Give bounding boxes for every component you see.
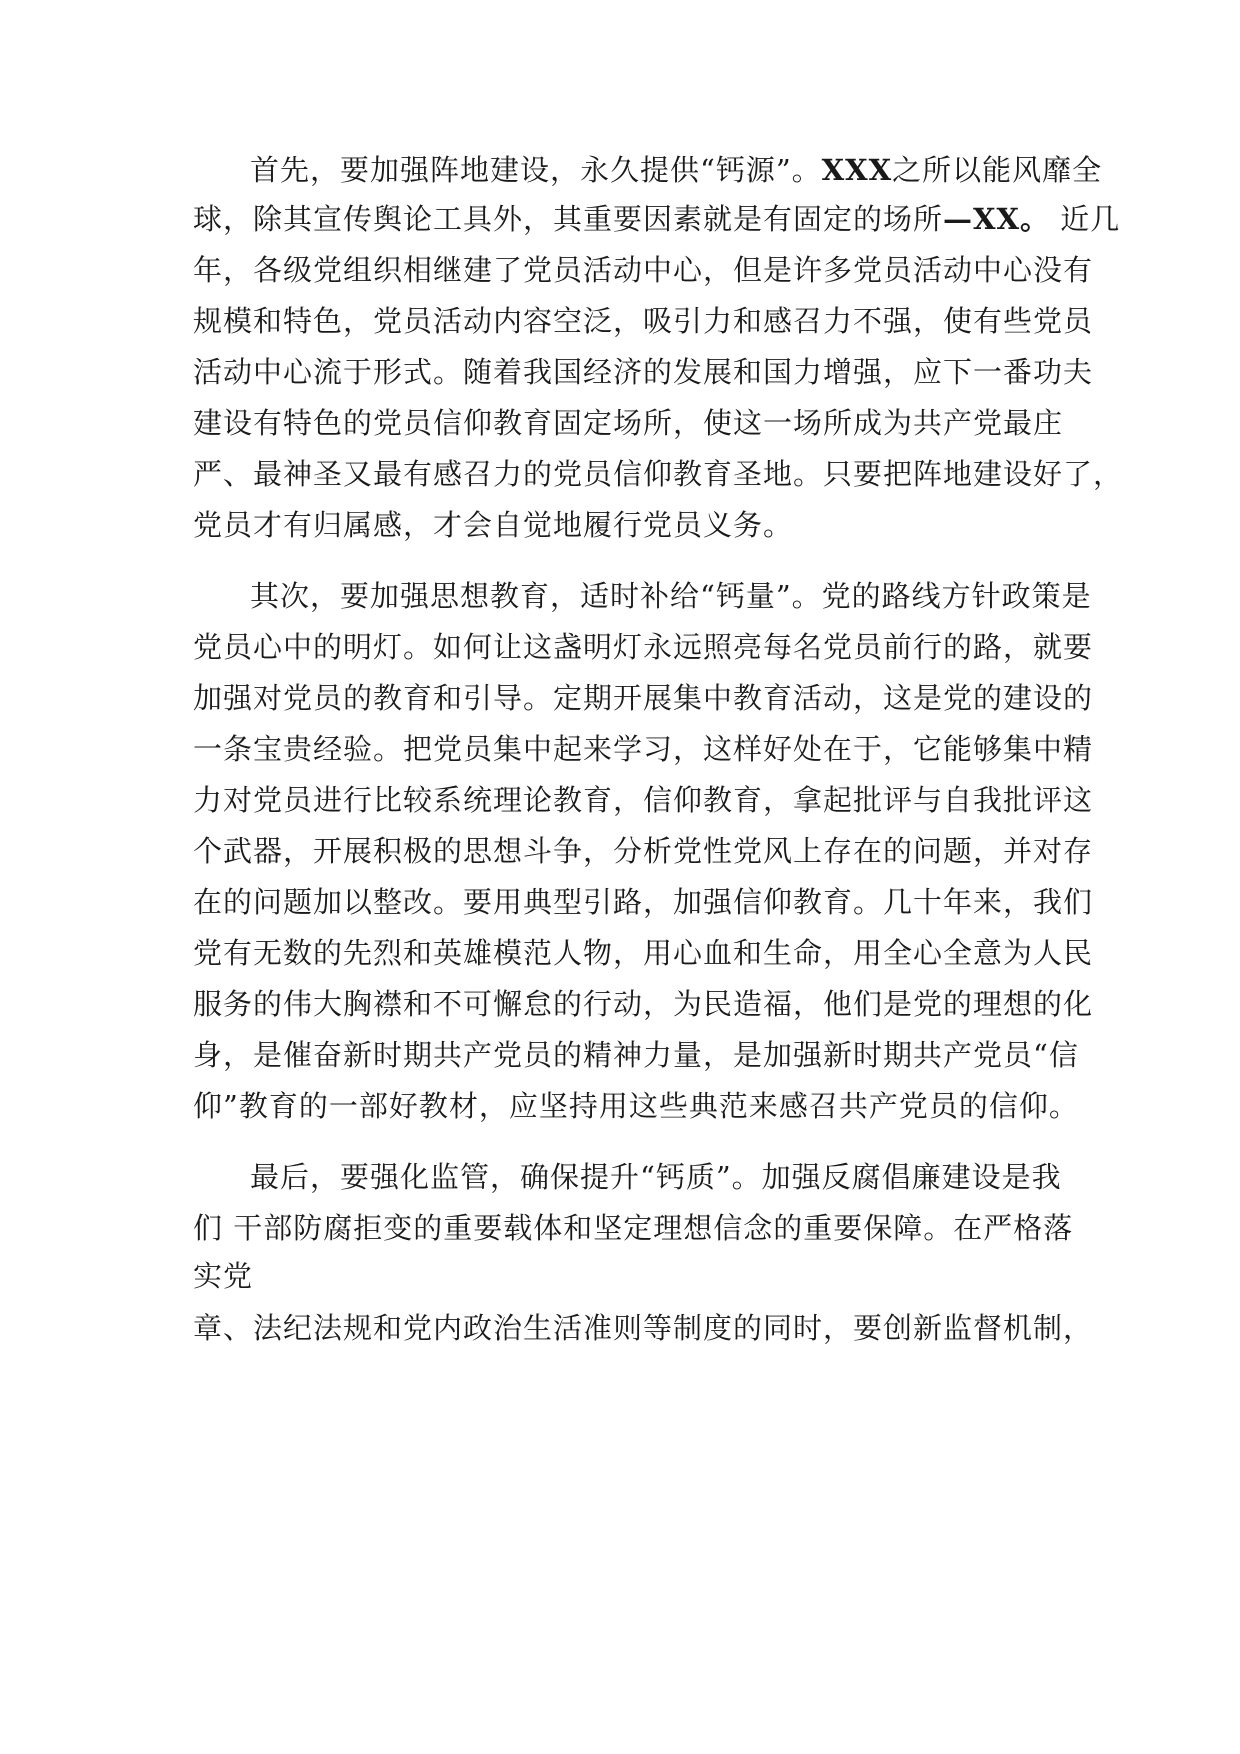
text-run: 首先，要加强阵地建设，永久提供“钙源”。 — [250, 153, 822, 187]
paragraph-1-line-6: 建设有特色的党员信仰教育固定场所，使这一场所成为共产党最庄 — [193, 406, 1064, 440]
text-run: 球，除其宣传舆论工具外，其重要因素就是有固定的场所 — [193, 202, 944, 236]
paragraph-2-line-4: 一条宝贵经验。把党员集中起来学习，这样好处在于，它能够集中精 — [193, 732, 1094, 766]
paragraph-1-line-4: 规模和特色，党员活动内容空泛，吸引力和感召力不强，使有些党员 — [193, 304, 1094, 338]
paragraph-3-line-2: 们 干部防腐拒变的重要载体和坚定理想信念的重要保障。在严格落 — [193, 1211, 1074, 1245]
paragraph-1-line-2 — [193, 199, 1121, 239]
paragraph-2-line-5: 力对党员进行比较系统理论教育，信仰教育，拿起批评与自我批评这 — [193, 783, 1094, 817]
paragraph-1-line-7: 严、最神圣又最有感召力的党员信仰教育圣地。只要把阵地建设好了， — [193, 457, 1124, 491]
paragraph-2-line-8: 党有无数的先烈和英雄模范人物，用心血和生命，用全心全意为人民 — [193, 936, 1094, 970]
paragraph-1-line-5: 活动中心流于形式。随着我国经济的发展和国力增强，应下一番功夫 — [193, 355, 1094, 389]
paragraph-3-line-3: 实党 — [193, 1259, 254, 1293]
text-run-bold: —XX。 — [943, 202, 1051, 236]
paragraph-2-line-2: 党员心中的明灯。如何让这盏明灯永远照亮每名党员前行的路，就要 — [193, 630, 1094, 664]
text-run: 近几 — [1050, 202, 1121, 236]
paragraph-1-line-1 — [250, 150, 1103, 190]
paragraph-3-line-1: 最后，要强化监管，确保提升“钙质”。加强反腐倡廉建设是我 — [250, 1160, 1062, 1194]
text-run: 之所以能风靡全 — [892, 153, 1103, 187]
paragraph-2-line-11: 仰”教育的一部好教材，应坚持用这些典范来感召共产党员的信仰。 — [193, 1089, 1079, 1123]
paragraph-2-line-3: 加强对党员的教育和引导。定期开展集中教育活动，这是党的建设的 — [193, 681, 1094, 715]
paragraph-3-line-4: 章、法纪法规和党内政治生活准则等制度的同时，要创新监督机制， — [193, 1311, 1094, 1345]
paragraph-2-line-7: 在的问题加以整改。要用典型引路，加强信仰教育。几十年来，我们 — [193, 885, 1094, 919]
paragraph-2-line-9: 服务的伟大胸襟和不可懈怠的行动，为民造福，他们是党的理想的化 — [193, 987, 1094, 1021]
paragraph-2-line-6: 个武器，开展积极的思想斗争，分析党性党风上存在的问题，并对存 — [193, 834, 1094, 868]
text-run-bold: XXX — [821, 153, 893, 187]
paragraph-1-line-8: 党员才有归属感，才会自觉地履行党员义务。 — [193, 508, 794, 542]
paragraph-1-line-3: 年，各级党组织相继建了党员活动中心，但是许多党员活动中心没有 — [193, 253, 1094, 287]
paragraph-2-line-1: 其次，要加强思想教育，适时补给“钙量”。党的路线方针政策是 — [250, 579, 1092, 613]
paragraph-2-line-10: 身，是催奋新时期共产党员的精神力量，是加强新时期共产党员“信 — [193, 1038, 1079, 1072]
